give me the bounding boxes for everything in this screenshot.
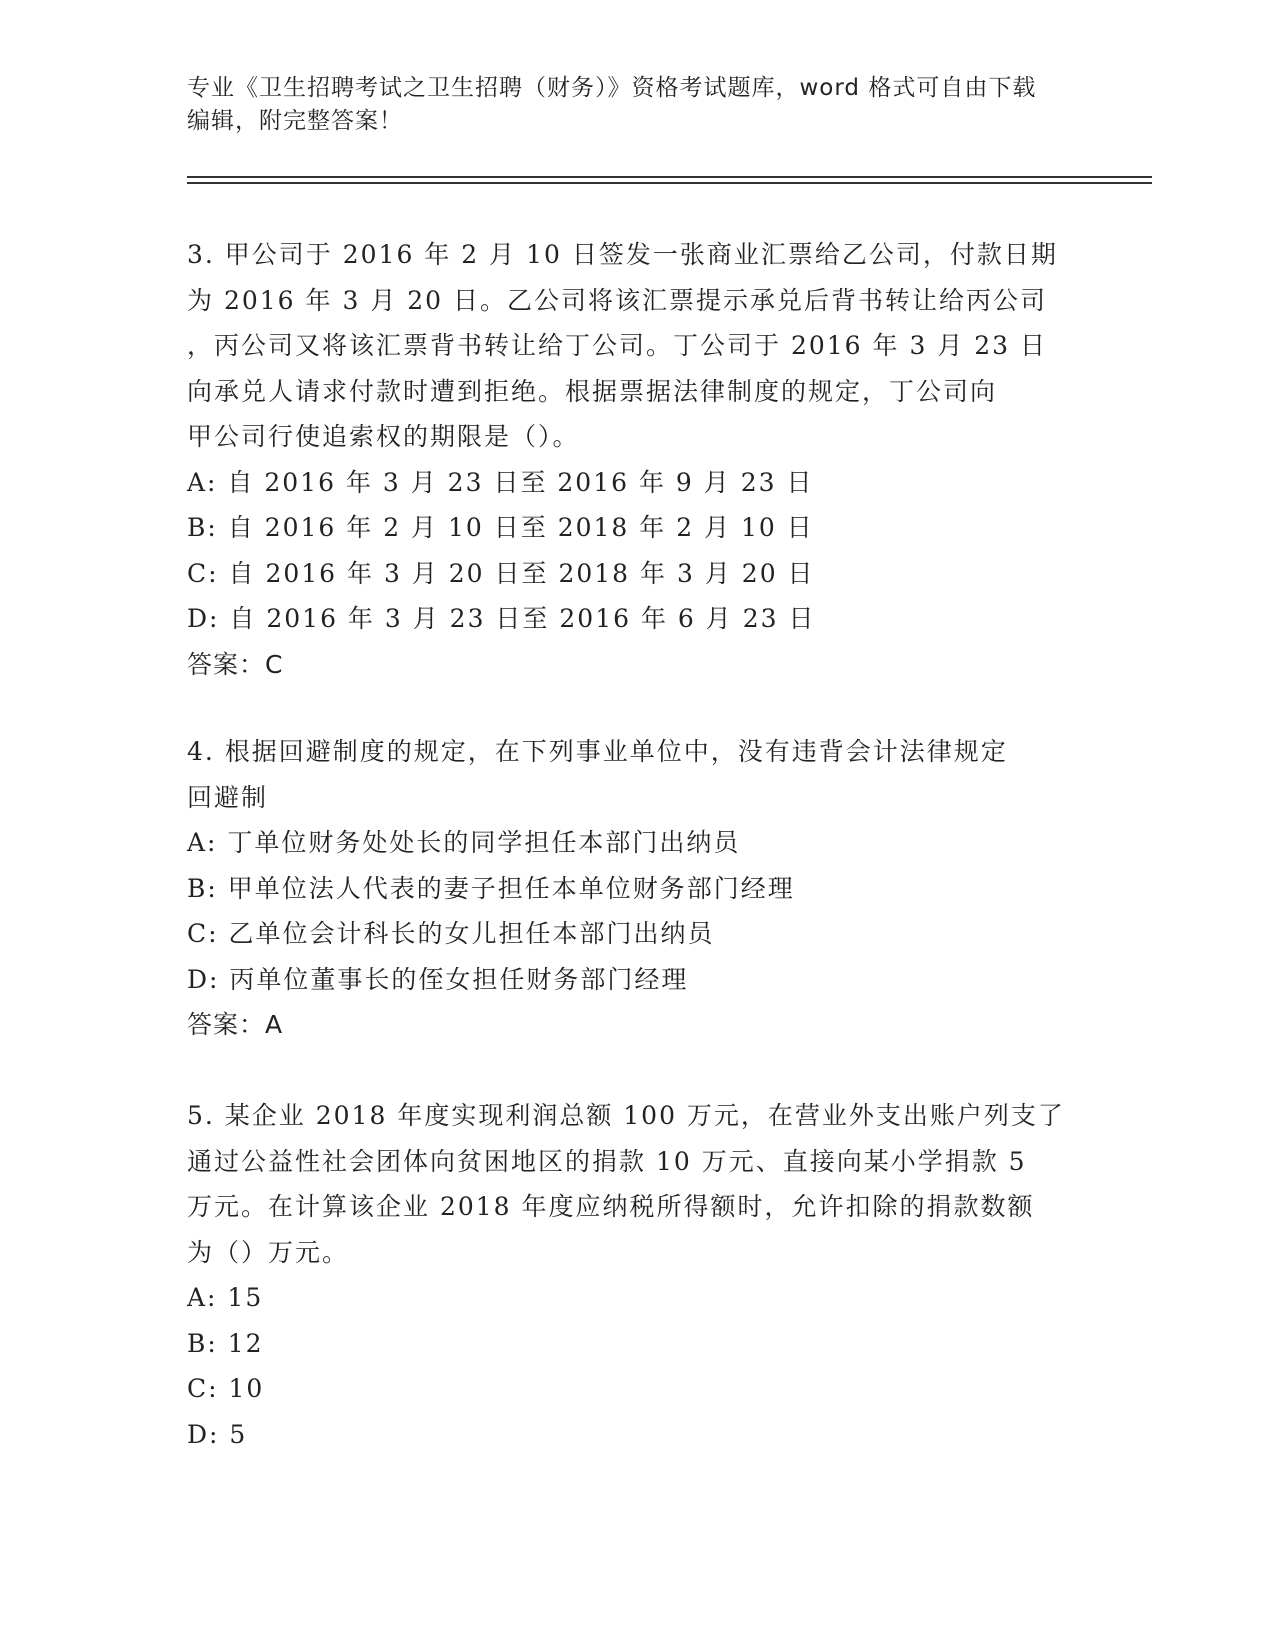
question-text-line: 为（）万元。: [187, 1237, 350, 1267]
option-b: B: 自 2016 年 2 月 10 日至 2018 年 2 月 10 日: [187, 513, 814, 542]
header-divider-top: [187, 176, 1152, 178]
option-c: C: 10: [187, 1374, 265, 1403]
option-d: D: 丙单位董事长的侄女担任财务部门经理: [187, 964, 689, 994]
answer-label: 答案：C: [187, 649, 284, 679]
question-text-line: 4. 根据回避制度的规定，在下列事业单位中，没有违背会计法律规定: [187, 737, 1008, 766]
answer-label: 答案：A: [187, 1010, 284, 1039]
question-text-line: ，丙公司又将该汇票背书转让给丁公司。丁公司于 2016 年 3 月 23 日: [187, 331, 1048, 360]
option-a: A: 自 2016 年 3 月 23 日至 2016 年 9 月 23 日: [187, 467, 814, 497]
option-a: A: 丁单位财务处处长的同学担任本部门出纳员: [187, 828, 741, 857]
header-line-2: 编辑，附完整答案！: [187, 108, 403, 134]
option-d: D: 5: [187, 1419, 248, 1449]
question-text-line: 万元。在计算该企业 2018 年度应纳税所得额时，允许扣除的捐款数额: [187, 1192, 1035, 1221]
question-5: [187, 1093, 1087, 1457]
option-c: C: 自 2016 年 3 月 20 日至 2018 年 3 月 20 日: [187, 558, 815, 588]
option-c: C: 乙单位会计科长的女儿担任本部门出纳员: [187, 919, 715, 948]
header-line-1: 专业《卫生招聘考试之卫生招聘（财务）》资格考试题库，word 格式可自由下载: [187, 75, 1037, 101]
question-text-line: 通过公益性社会团体向贫困地区的捐款 10 万元、直接向某小学捐款 5: [187, 1146, 1027, 1176]
question-text-line: 向承兑人请求付款时遭到拒绝。根据票据法律制度的规定，丁公司向: [187, 376, 998, 406]
option-a: A: 15: [187, 1283, 264, 1312]
option-d: D: 自 2016 年 3 月 23 日至 2016 年 6 月 23 日: [187, 604, 816, 633]
question-4: [187, 729, 1087, 1048]
question-text-line: 甲公司行使追索权的期限是（）。: [187, 422, 580, 451]
question-3: [187, 232, 1087, 687]
question-text-line: 3. 甲公司于 2016 年 2 月 10 日签发一张商业汇票给乙公司，付款日期: [187, 240, 1058, 269]
question-text-line: 为 2016 年 3 月 20 日。乙公司将该汇票提示承兑后背书转让给丙公司: [187, 285, 1048, 315]
header-divider-bottom: [187, 182, 1152, 184]
question-text-line: 回避制: [187, 782, 269, 812]
option-b: B: 甲单位法人代表的妻子担任本单位财务部门经理: [187, 873, 795, 903]
question-text-line: 5. 某企业 2018 年度实现利润总额 100 万元，在营业外支出账户列支了: [187, 1101, 1065, 1130]
document-header: [187, 72, 1087, 138]
option-b: B: 12: [187, 1328, 264, 1358]
